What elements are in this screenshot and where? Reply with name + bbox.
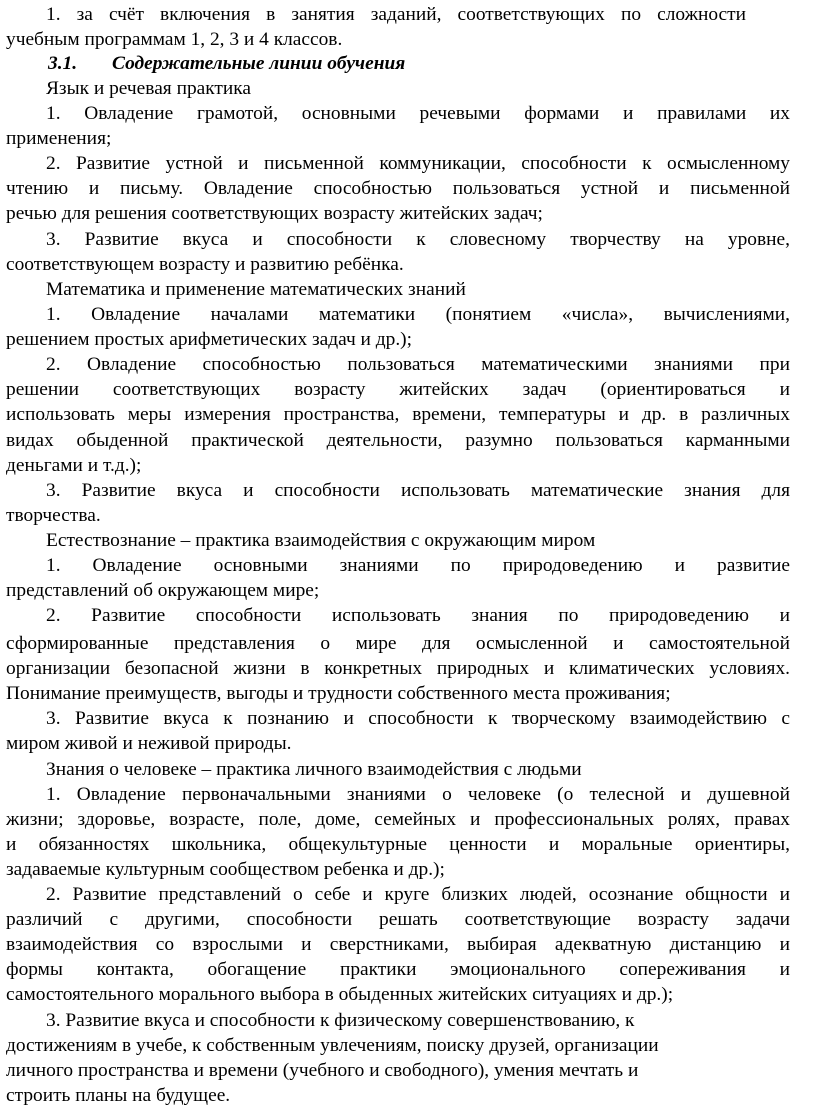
paragraph-line: творчества.: [6, 505, 101, 526]
paragraph-line: миром живой и неживой природы.: [6, 733, 292, 754]
paragraph-line: использовать меры измерения пространства, времени, температуры и др. в различных: [6, 404, 790, 425]
subsection-heading-math: Математика и применение математических знаний: [46, 279, 466, 300]
paragraph-line: личного пространства и времени (учебного и свободного), умения мечтать и: [6, 1060, 639, 1081]
intro-item-line: 1. за счёт включения в занятия заданий, соответствующих по сложности: [46, 4, 746, 25]
paragraph-line: различий с другими, способности решать соответствующие возрасту задачи: [6, 909, 790, 930]
paragraph-line: соответствующем возрасту и развитию ребёнка.: [6, 254, 404, 275]
section-number: 3.1.: [48, 53, 78, 74]
paragraph-line: 1. Овладение грамотой, основными речевыми формами и правилами их: [46, 103, 790, 124]
paragraph-line: строить планы на будущее.: [6, 1085, 231, 1106]
subsection-heading-nature: Естествознание – практика взаимодействия с окружающим миром: [46, 530, 596, 551]
paragraph-line: деньгами и т.д.);: [6, 455, 142, 476]
paragraph-line: 3. Развитие вкуса к познанию и способности к творческому взаимодействию с: [46, 708, 790, 729]
paragraph-line: применения;: [6, 128, 112, 149]
paragraph-line: сформированные представления о мире для осмысленной и самостоятельной: [6, 633, 790, 654]
paragraph-line: 1. Овладение первоначальными знаниями о человеке (о телесной и душевной: [46, 784, 790, 805]
paragraph-line: взаимодействия со взрослыми и сверстниками, выбирая адекватную дистанцию и: [6, 934, 790, 955]
subsection-heading-language: Язык и речевая практика: [46, 78, 251, 99]
paragraph-line: формы контакта, обогащение практики эмоционального сопереживания и: [6, 959, 790, 980]
section-title: Содержательные линии обучения: [112, 53, 406, 74]
paragraph-line: чтению и письму. Овладение способностью пользоваться устной и письменной: [6, 178, 790, 199]
paragraph-line: самостоятельного морального выбора в обыденных житейских ситуациях и др.);: [6, 984, 674, 1005]
paragraph-line: жизни; здоровье, возрасте, поле, доме, семейных и профессиональных ролях, правах: [6, 809, 790, 830]
paragraph-line: и обязанностях школьника, общекультурные ценности и моральные ориентиры,: [6, 834, 790, 855]
paragraph-line: представлений об окружающем мире;: [6, 580, 320, 601]
paragraph-line: 1. Овладение началами математики (понятием «числа», вычислениями,: [46, 304, 790, 325]
paragraph-line: задаваемые культурным сообществом ребенка и др.);: [6, 859, 445, 880]
paragraph-line: 2. Развитие устной и письменной коммуникации, способности к осмысленному: [46, 153, 790, 174]
paragraph-line: 3. Развитие вкуса и способности к словесному творчеству на уровне,: [46, 229, 790, 250]
paragraph-line: 1. Овладение основными знаниями по природоведению и развитие: [46, 555, 790, 576]
paragraph-line: 2. Развитие способности использовать знания по природоведению и: [46, 605, 790, 626]
paragraph-line: Понимание преимуществ, выгоды и трудности собственного места проживания;: [6, 683, 671, 704]
paragraph-line: организации безопасной жизни в конкретных природных и климатических условиях.: [6, 658, 790, 679]
section-heading: [0, 51, 816, 76]
paragraph-line: решении соответствующих возрасту житейских задач (ориентироваться и: [6, 379, 790, 400]
paragraph-line: 3. Развитие вкуса и способности использовать математические знания для: [46, 480, 790, 501]
subsection-heading-human: Знания о человеке – практика личного взаимодействия с людьми: [46, 759, 582, 780]
paragraph-line: 3. Развитие вкуса и способности к физическому совершенствованию, к: [46, 1010, 635, 1031]
intro-item-line: учебным программам 1, 2, 3 и 4 классов.: [6, 29, 343, 50]
paragraph-line: 2. Развитие представлений о себе и круге близких людей, осознание общности и: [46, 884, 790, 905]
paragraph-line: решением простых арифметических задач и др.);: [6, 329, 413, 350]
paragraph-line: достижениям в учебе, к собственным увлечениям, поиску друзей, организации: [6, 1035, 659, 1056]
paragraph-line: речью для решения соответствующих возрасту житейских задач;: [6, 203, 543, 224]
paragraph-line: 2. Овладение способностью пользоваться математическими знаниями при: [46, 354, 790, 375]
paragraph-line: видах обыденной практической деятельности, разумно пользоваться карманными: [6, 430, 790, 451]
